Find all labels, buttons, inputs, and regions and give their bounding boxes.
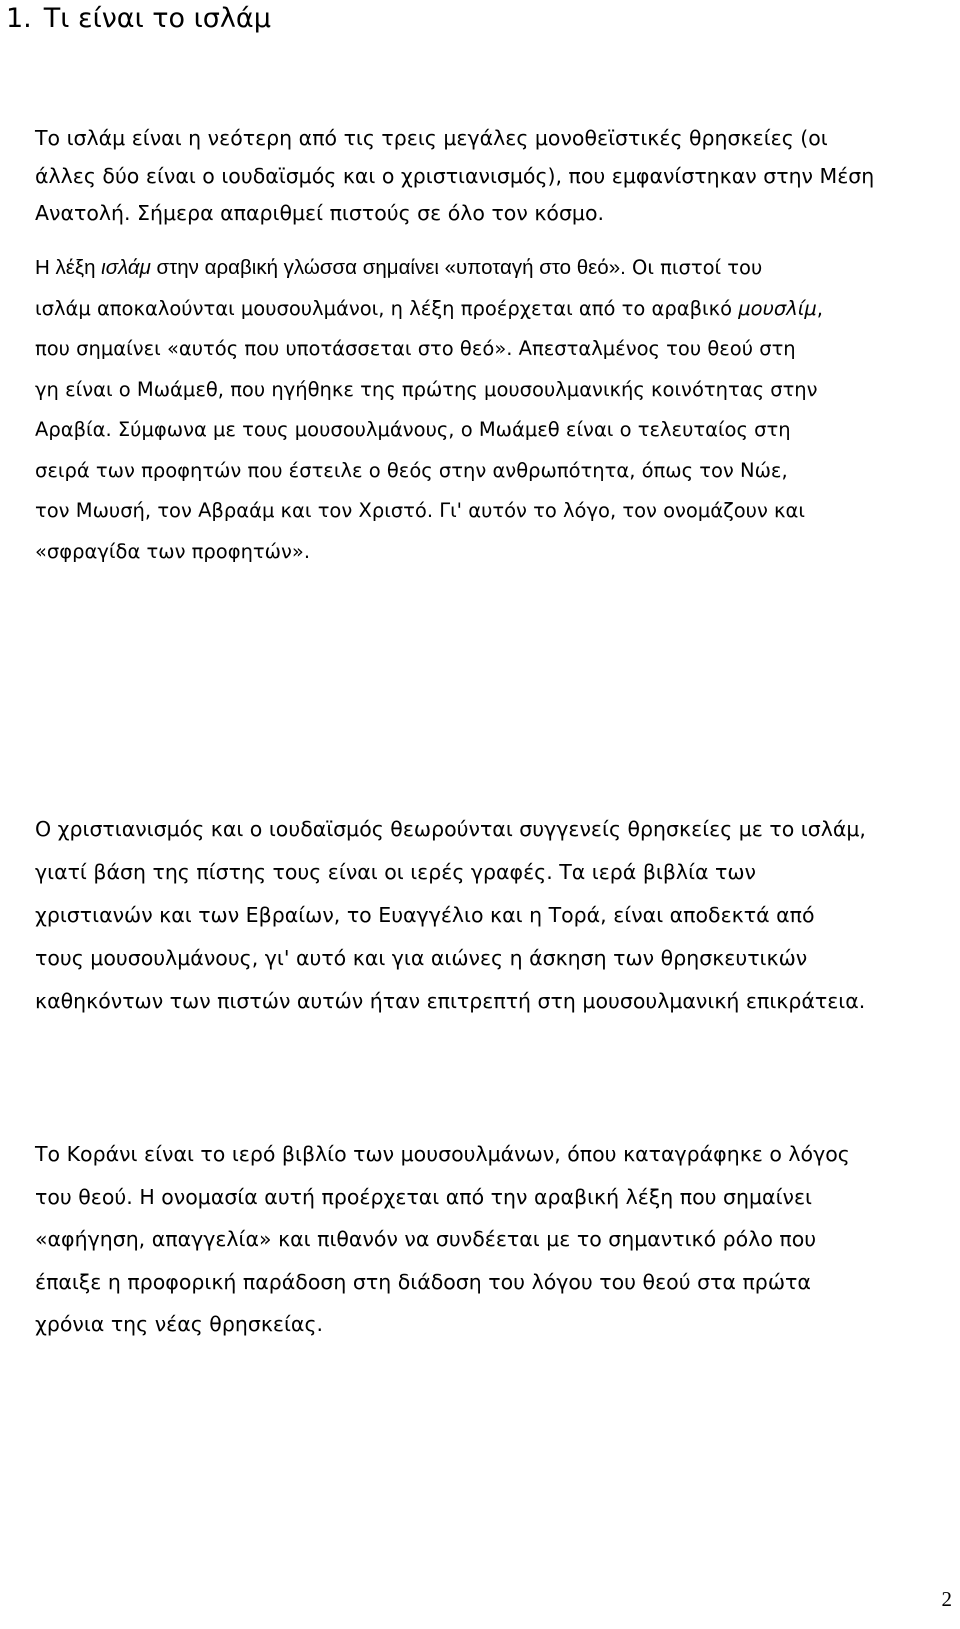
text-segment: Οι πιστοί του xyxy=(625,256,763,279)
text-segment: , xyxy=(816,296,823,320)
text-line: που σημαίνει «αυτός που υποτάσσεται στο θεό». Απεσταλμένος του θεού στη xyxy=(35,337,796,360)
text-line: γη είναι ο Μωάμεθ, που ηγήθηκε της πρώτης μουσουλμανικής κοινότητας στην xyxy=(35,377,818,401)
section-number: 1. xyxy=(6,3,32,34)
section-title: Τι είναι το ισλάμ xyxy=(43,3,271,34)
text-line: άλλες δύο είναι ο ιουδαϊσμός και ο χριστιανισμός), που εμφανίστηκαν στην Μέση xyxy=(35,163,875,188)
text-line: Ο χριστιανισμός και ο ιουδαϊσμός θεωρούνται συγγενείς θρησκείες με το ισλάμ, xyxy=(35,817,866,841)
text-line: Το ισλάμ είναι η νεότερη από τις τρεις μεγάλες μονοθεϊστικές θρησκείες (οι xyxy=(35,126,828,150)
text-line: χρόνια της νέας θρησκείας. xyxy=(35,1312,323,1336)
text-line: έπαιξε η προφορική παράδοση στη διάδοση του λόγου του θεού στα πρώτα xyxy=(35,1269,811,1294)
text-segment: ισλάμ αποκαλούνται μουσουλμάνοι, η λέξη προέρχεται από το αραβικό xyxy=(35,296,739,320)
section-heading xyxy=(6,2,271,36)
text-line: «αφήγηση, απαγγελία» και πιθανόν να συνδέεται με το σημαντικό ρόλο που xyxy=(35,1227,817,1251)
text-line: χριστιανών και των Εβραίων, το Ευαγγέλιο και η Τορά, είναι αποδεκτά από xyxy=(35,903,815,927)
text-line: καθηκόντων των πιστών αυτών ήταν επιτρεπτή στη μουσουλμανική επικράτεια. xyxy=(35,989,866,1013)
text-line xyxy=(35,248,930,289)
paragraph-koran xyxy=(35,1133,930,1346)
text-segment: Η λέξη xyxy=(35,256,102,279)
text-line: Το Κοράνι είναι το ιερό βιβλίο των μουσουλμάνων, όπου καταγράφηκε ο λόγος xyxy=(35,1142,850,1166)
text-segment: στην αραβική γλώσσα σημαίνει «υποταγή στο θεό». xyxy=(150,256,626,279)
text-line: γιατί βάση της πίστης τους είναι οι ιερές γραφές. Τα ιερά βιβλία των xyxy=(35,860,756,884)
italic-term-muslim: μουσλίμ xyxy=(738,296,817,320)
text-line: του θεού. Η ονομασία αυτή προέρχεται από την αραβική λέξη που σημαίνει xyxy=(35,1184,812,1209)
paragraph-intro xyxy=(35,120,930,233)
text-line: Αραβία. Σύμφωνα με τους μουσουλμάνους, ο Μωάμεθ είναι ο τελευταίος στη xyxy=(35,418,791,441)
italic-term-islam: ισλάμ xyxy=(101,256,151,279)
text-line: «σφραγίδα των προφητών». xyxy=(35,539,311,563)
paragraph-related-religions xyxy=(35,808,930,1023)
text-line: Ανατολή. Σήμερα απαριθμεί πιστούς σε όλο τον κόσμο. xyxy=(35,201,605,225)
text-line xyxy=(35,289,930,330)
text-line: τον Μωυσή, τον Αβραάμ και τον Χριστό. Γι' αυτόν το λόγο, τον ονομάζουν και xyxy=(35,499,805,522)
text-line: τους μουσουλμάνους, γι' αυτό και για αιώνες η άσκηση των θρησκευτικών xyxy=(35,946,808,970)
text-line: σειρά των προφητών που έστειλε ο θεός στην ανθρωπότητα, όπως τον Νώε, xyxy=(35,458,788,482)
page-number: 2 xyxy=(941,1587,952,1611)
paragraph-meaning xyxy=(35,248,930,572)
